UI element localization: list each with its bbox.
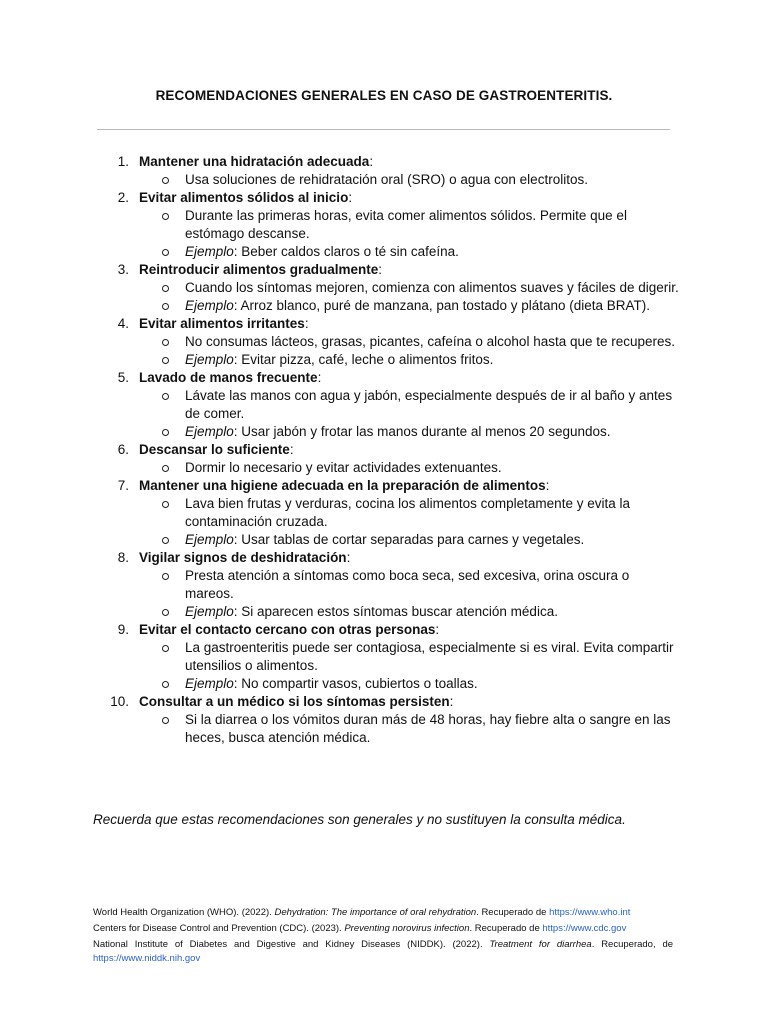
reference-link[interactable]: https://www.cdc.gov <box>542 923 627 934</box>
heading-colon: : <box>449 694 454 709</box>
sub-bullet-text: : Beber caldos claros o té sin cafeína. <box>233 244 459 259</box>
heading-colon: : <box>435 622 440 637</box>
list-item-number: 7. <box>117 478 129 493</box>
circle-bullet-icon <box>162 249 169 256</box>
list-item-number: 10. <box>110 694 129 709</box>
sub-bullet-text: Cuando los síntomas mejoren, comienza con alimentos suaves y fáciles de digerir. <box>185 280 679 295</box>
heading-text: Evitar el contacto cercano con otras personas <box>139 622 436 637</box>
reference-work-title: Preventing norovirus infection <box>344 923 470 934</box>
heading-text: Mantener una hidratación adecuada <box>139 154 370 169</box>
sub-bullet <box>185 279 680 297</box>
sub-bullet-text: Presta atención a síntomas como boca seca, sed excesiva, orina oscura o mareos. <box>185 568 630 601</box>
circle-bullet-icon <box>162 177 169 184</box>
list-item-heading <box>139 693 680 711</box>
reference-author: World Health Organization (WHO). (2022). <box>93 907 275 918</box>
reference-author: Centers for Disease Control and Prevention (CDC). (2023). <box>93 923 345 934</box>
list-item-number: 5. <box>117 370 129 385</box>
heading-text: Evitar alimentos sólidos al inicio <box>139 190 349 205</box>
sub-bullet <box>185 495 680 531</box>
list-item-number: 1. <box>117 154 129 169</box>
sub-bullet-text: : Usar tablas de cortar separadas para carnes y vegetales. <box>233 532 585 547</box>
sub-bullet-text: No consumas lácteos, grasas, picantes, cafeína o alcohol hasta que te recuperes. <box>185 334 676 349</box>
sub-bullet <box>185 675 680 693</box>
heading-colon: : <box>317 370 322 385</box>
sub-bullet <box>185 567 680 603</box>
heading-text: Reintroducir alimentos gradualmente <box>139 262 379 277</box>
sub-bullet <box>185 459 680 477</box>
heading-text: Descansar lo suficiente <box>139 442 290 457</box>
list-item <box>110 441 680 477</box>
circle-bullet-icon <box>162 501 169 508</box>
document-title: RECOMENDACIONES GENERALES EN CASO DE GASTROENTERITIS. <box>155 88 613 103</box>
reference-author: National Institute of Diabetes and Digestive and Kidney Diseases (NIDDK). (2022). <box>93 939 490 950</box>
circle-bullet-icon <box>162 357 169 364</box>
recommendations-list <box>110 153 680 747</box>
list-item-heading <box>139 189 680 207</box>
list-item <box>110 621 680 693</box>
heading-colon: : <box>545 478 550 493</box>
circle-bullet-icon <box>162 681 169 688</box>
circle-bullet-icon <box>162 429 169 436</box>
circle-bullet-icon <box>162 213 169 220</box>
sub-bullet <box>185 387 680 423</box>
sub-bullet <box>185 639 680 675</box>
sub-bullet-text: : Evitar pizza, café, leche o alimentos fritos. <box>233 352 494 367</box>
heading-colon: : <box>346 550 351 565</box>
list-item-heading <box>139 315 680 333</box>
closing-note: Recuerda que estas recomendaciones son generales y no sustituyen la consulta médica. <box>93 812 626 827</box>
circle-bullet-icon <box>162 465 169 472</box>
list-item <box>110 315 680 369</box>
list-item-heading <box>139 477 680 495</box>
sub-bullet-text: : No compartir vasos, cubiertos o toallas. <box>233 676 478 691</box>
sub-bullet-text: Lava bien frutas y verduras, cocina los alimentos completamente y evita la contaminación cruzada. <box>185 496 630 529</box>
heading-text: Consultar a un médico si los síntomas persisten <box>139 694 450 709</box>
heading-colon: : <box>289 442 294 457</box>
list-item-number: 3. <box>117 262 129 277</box>
sub-bullet-text: La gastroenteritis puede ser contagiosa, especialmente si es viral. Evita compartir utensilios o alimentos. <box>185 640 674 673</box>
list-item <box>110 549 680 621</box>
example-label: Ejemplo <box>185 244 234 259</box>
circle-bullet-icon <box>162 339 169 346</box>
heading-text: Evitar alimentos irritantes <box>139 316 305 331</box>
example-label: Ejemplo <box>185 352 234 367</box>
circle-bullet-icon <box>162 393 169 400</box>
list-item-heading <box>139 261 680 279</box>
sub-bullet-text: Dormir lo necesario y evitar actividades extenuantes. <box>185 460 502 475</box>
sub-bullet <box>185 207 680 243</box>
sub-bullet-text: Usa soluciones de rehidratación oral (SRO) o agua con electrolitos. <box>185 172 588 187</box>
sub-bullet <box>185 351 680 369</box>
references-section <box>93 906 673 968</box>
list-item-number: 6. <box>117 442 129 457</box>
sub-bullet-text: Si la diarrea o los vómitos duran más de 48 horas, hay fiebre alta o sangre en las heces, busca atención médica. <box>185 712 671 745</box>
circle-bullet-icon <box>162 609 169 616</box>
heading-text: Vigilar signos de deshidratación <box>139 550 347 565</box>
list-item-heading <box>139 153 680 171</box>
sub-bullet-text: Durante las primeras horas, evita comer alimentos sólidos. Permite que el estómago descanse. <box>185 208 627 241</box>
heading-colon: : <box>378 262 383 277</box>
sub-bullet <box>185 603 680 621</box>
sub-bullet <box>185 423 680 441</box>
horizontal-divider <box>97 129 670 130</box>
list-item <box>110 153 680 189</box>
reference-entry <box>93 906 673 920</box>
list-item-heading <box>139 369 680 387</box>
sub-bullet <box>185 297 680 315</box>
sub-bullet <box>185 333 680 351</box>
heading-colon: : <box>348 190 353 205</box>
sub-bullet <box>185 711 680 747</box>
sub-bullet-text: Lávate las manos con agua y jabón, especialmente después de ir al baño y antes de comer. <box>185 388 673 421</box>
list-item <box>110 369 680 441</box>
heading-text: Mantener una higiene adecuada en la preparación de alimentos <box>139 478 546 493</box>
reference-work-title: Treatment for diarrhea <box>489 939 592 950</box>
reference-entry <box>93 922 673 936</box>
example-label: Ejemplo <box>185 298 234 313</box>
list-item-number: 4. <box>117 316 129 331</box>
circle-bullet-icon <box>162 285 169 292</box>
list-item <box>110 261 680 315</box>
circle-bullet-icon <box>162 303 169 310</box>
reference-work-title: Dehydration: The importance of oral rehydration <box>274 907 477 918</box>
reference-retrieved: . Recuperado, de <box>591 939 674 950</box>
sub-bullet <box>185 243 680 261</box>
heading-colon: : <box>304 316 309 331</box>
example-label: Ejemplo <box>185 532 234 547</box>
reference-retrieved: . Recuperado de <box>469 923 543 934</box>
reference-link[interactable]: https://www.who.int <box>549 907 631 918</box>
sub-bullet-text: : Arroz blanco, puré de manzana, pan tostado y plátano (dieta BRAT). <box>233 298 651 313</box>
reference-retrieved: . Recuperado de <box>476 907 550 918</box>
circle-bullet-icon <box>162 573 169 580</box>
list-item-heading <box>139 441 680 459</box>
list-item <box>110 693 680 747</box>
reference-entry <box>93 938 673 966</box>
list-item-heading <box>139 549 680 567</box>
sub-bullet-text: : Usar jabón y frotar las manos durante al menos 20 segundos. <box>233 424 611 439</box>
heading-text: Lavado de manos frecuente <box>139 370 318 385</box>
circle-bullet-icon <box>162 645 169 652</box>
list-item-number: 9. <box>117 622 129 637</box>
example-label: Ejemplo <box>185 424 234 439</box>
circle-bullet-icon <box>162 537 169 544</box>
example-label: Ejemplo <box>185 604 234 619</box>
example-label: Ejemplo <box>185 676 234 691</box>
sub-bullet-text: : Si aparecen estos síntomas buscar atención médica. <box>233 604 558 619</box>
reference-link[interactable]: https://www.niddk.nih.gov <box>93 953 201 964</box>
list-item-number: 8. <box>117 550 129 565</box>
circle-bullet-icon <box>162 717 169 724</box>
heading-colon: : <box>369 154 374 169</box>
list-item-heading <box>139 621 680 639</box>
list-item <box>110 477 680 549</box>
list-item <box>110 189 680 261</box>
sub-bullet <box>185 171 680 189</box>
sub-bullet <box>185 531 680 549</box>
list-item-number: 2. <box>117 190 129 205</box>
